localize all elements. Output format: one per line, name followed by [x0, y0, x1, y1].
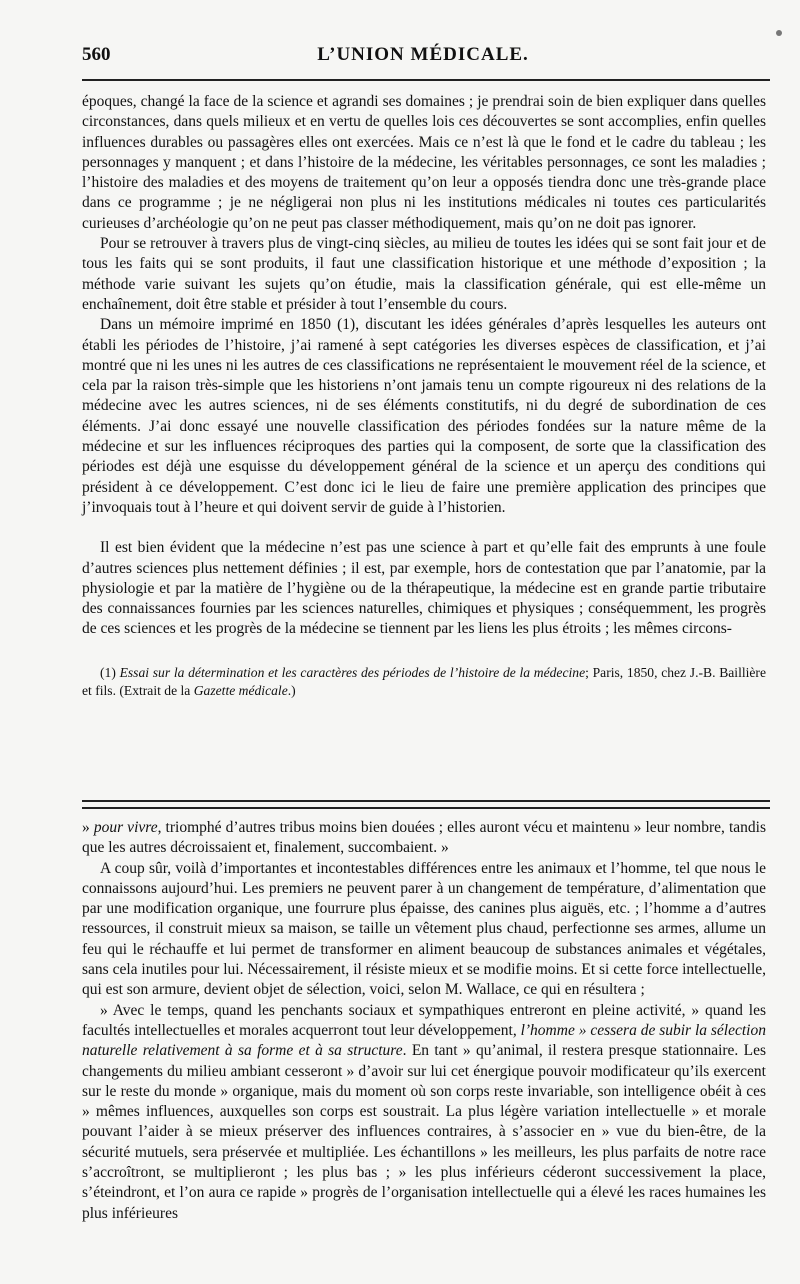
- wallace-quote-rest: . En tant » qu’animal, il restera presque stationnaire. Les changements du milieu ambiant cesseront » d’avoir sur lui cet énergique pouvoir modificateur qu’ils exercent sur le reste du monde » organique, mais du moment où son corps reste invariable, son intelligence obéit à ces » mêmes influences, auxquelles son corps est soustrait. La plus légère variation intellectuelle » et morale pouvant l’aider à se mieux préserver des influences contraires, à s’associer en » vue du bien-être, de la sécurité mutuels, sera préservée et multipliée. Les échantillons » les meilleurs, les plus parfaits de notre race s’accroîtront, se multiplieront ; les plus bas ; » les plus inférieurs céderont successivement la place, s’éteindront, et l’on aura ce rapide » progrès de l’organisation intellectuelle qui a élevé les races humaines les plus inférieures: [82, 1042, 766, 1222]
- paragraph-4: Il est bien évident que la médecine n’est pas une science à part et qu’elle fait des emprunts à une foule d’autres sciences plus nettement définies ; il est, par exemple, hors de contestation que par l’anatomie, par la physiologie et par la matière de l’hygiène ou de la thérapeutique, la médecine est en grande partie tributaire des connaissances fournies par les sciences naturelles, chimiques et physiques ; conséquemment, les progrès de ces sciences et les progrès de la médecine se tiennent par les liens les plus étroits ; les mêmes circons-: [82, 539, 766, 638]
- footnote: [82, 664, 766, 700]
- paragraph-3: Dans un mémoire imprimé en 1850 (1), discutant les idées générales d’après lesquelles les auteurs ont établi les périodes de l’histoire, j’ai ramené à sept catégories les diverses espèces de classification, et j’ai montré que ni les unes ni les autres de ces classifications ne représentaient le mouvement réel de la science, et cela par la raison très-simple que les historiens n’ont jamais tenu un compte rigoureux ni des relations de la médecine avec les autres sciences, ni de ses éléments constitutifs, ni du degré de subordination de ces éléments. J’ai donc essayé une nouvelle classification des périodes fondées sur la nature même de la médecine et sur les influences réciproques des parties qui la composent, de sorte que la classification des périodes est déjà une esquisse du développement général de la science et un aperçu des conditions qui président à ce développement. C’est donc ici le lieu de faire une première application des principes que j’invoquais tout à l’heure et qui doivent servir de guide à l’historien.: [82, 316, 766, 516]
- article-text-bottom: [82, 818, 766, 1224]
- running-head: L’UNION MÉDICALE.: [317, 44, 529, 65]
- wallace-quote: [82, 1001, 766, 1224]
- page-header: [82, 44, 764, 74]
- footnote-text: [82, 664, 766, 700]
- page-number: 560: [82, 44, 111, 65]
- section-double-rule: [82, 800, 770, 809]
- footnote-end: .): [287, 682, 296, 698]
- quote-emphasis: pour vivre: [93, 819, 158, 836]
- quote-mark: »: [82, 819, 94, 836]
- footnote-publisher: ; Paris, 1850, chez J.-B. Baillière et fils. (Extrait de la: [82, 664, 766, 698]
- article-text-top: [82, 92, 766, 700]
- quote-text: , triomphé d’autres tribus moins bien douées ; elles auront vécu et maintenu » leur nombre, tandis que les autres décroissaient et, finalement, succombaient. »: [82, 819, 766, 857]
- wallace-quote-emphasis: l’homme » cessera de subir la sélection naturelle relativement à sa forme et à sa structure: [82, 1021, 766, 1060]
- paragraph-2: Pour se retrouver à travers plus de vingt-cinq siècles, au milieu de toutes les idées qui se sont fait jour et de tous les faits qui se sont produits, il faut une classification historique et une méthode d’exposition ; la méthode varie suivant les sujets qu’on étudie, mais la classification générale, qui est elle-même un enchaînement, doit être stable et présider à tout l’ensemble du cours.: [82, 235, 766, 313]
- paragraph-5: A coup sûr, voilà d’importantes et incontestables différences entre les animaux et l’homme, tel que nous le connaissons aujourd’hui. Les premiers ne peuvent parer à un changement de température, d’alimentation que par une modification organique, une fourrure plus épaisse, des canines plus aiguës, etc. ; l’homme a d’autres ressources, il construit mieux sa maison, se taille un vêtement plus chaud, perfectionne ses armes, allume un feu qui le réchauffe et lui permet de transformer en aliment beaucoup de substances animales et végétales, sans cela inutiles pour lui. Nécessairement, il résiste mieux et se modifie moins. Et si cette force intellectuelle, qui est son armure, devient objet de sélection, voici, selon M. Wallace, ce qui en résultera ;: [82, 859, 766, 999]
- footnote-marker: (1): [100, 664, 116, 680]
- ink-spot: [776, 30, 782, 36]
- wallace-quote-start: » Avec le temps, quand les penchants sociaux et sympathiques entreront en pleine activité, » quand les facultés intellectuelles et morales acquerront tout leur développement,: [82, 1001, 766, 1039]
- footnote-journal: Gazette médicale: [193, 682, 288, 698]
- quote-continuation: [82, 818, 766, 859]
- paragraph-1: époques, changé la face de la science et agrandi ses domaines ; je prendrai soin de bien expliquer dans quelles circonstances, dans quels milieux et en vertu de quelles lois ces découvertes se sont accomplies, enfin quelles influences durables ou passagères elles ont exercées. Mais ce n’est là que le fond et le cadre du tableau ; les personnages y manquent ; et dans l’histoire de la médecine, les véritables personnages, ce sont les maladies ; l’histoire des maladies et des moyens de traitement qu’on leur a opposés tiendra donc une très-grande place dans ce programme ; je ne négligerai non plus ni les institutions médicales ni toutes ces particularités curieuses d’archéologie qu’on ne peut pas classer méthodiquement, mais qu’on ne doit pas ignorer.: [82, 93, 766, 232]
- header-rule: [82, 79, 770, 81]
- footnote-title: Essai sur la détermination et les caractères des périodes de l’histoire de la médecine: [119, 664, 586, 680]
